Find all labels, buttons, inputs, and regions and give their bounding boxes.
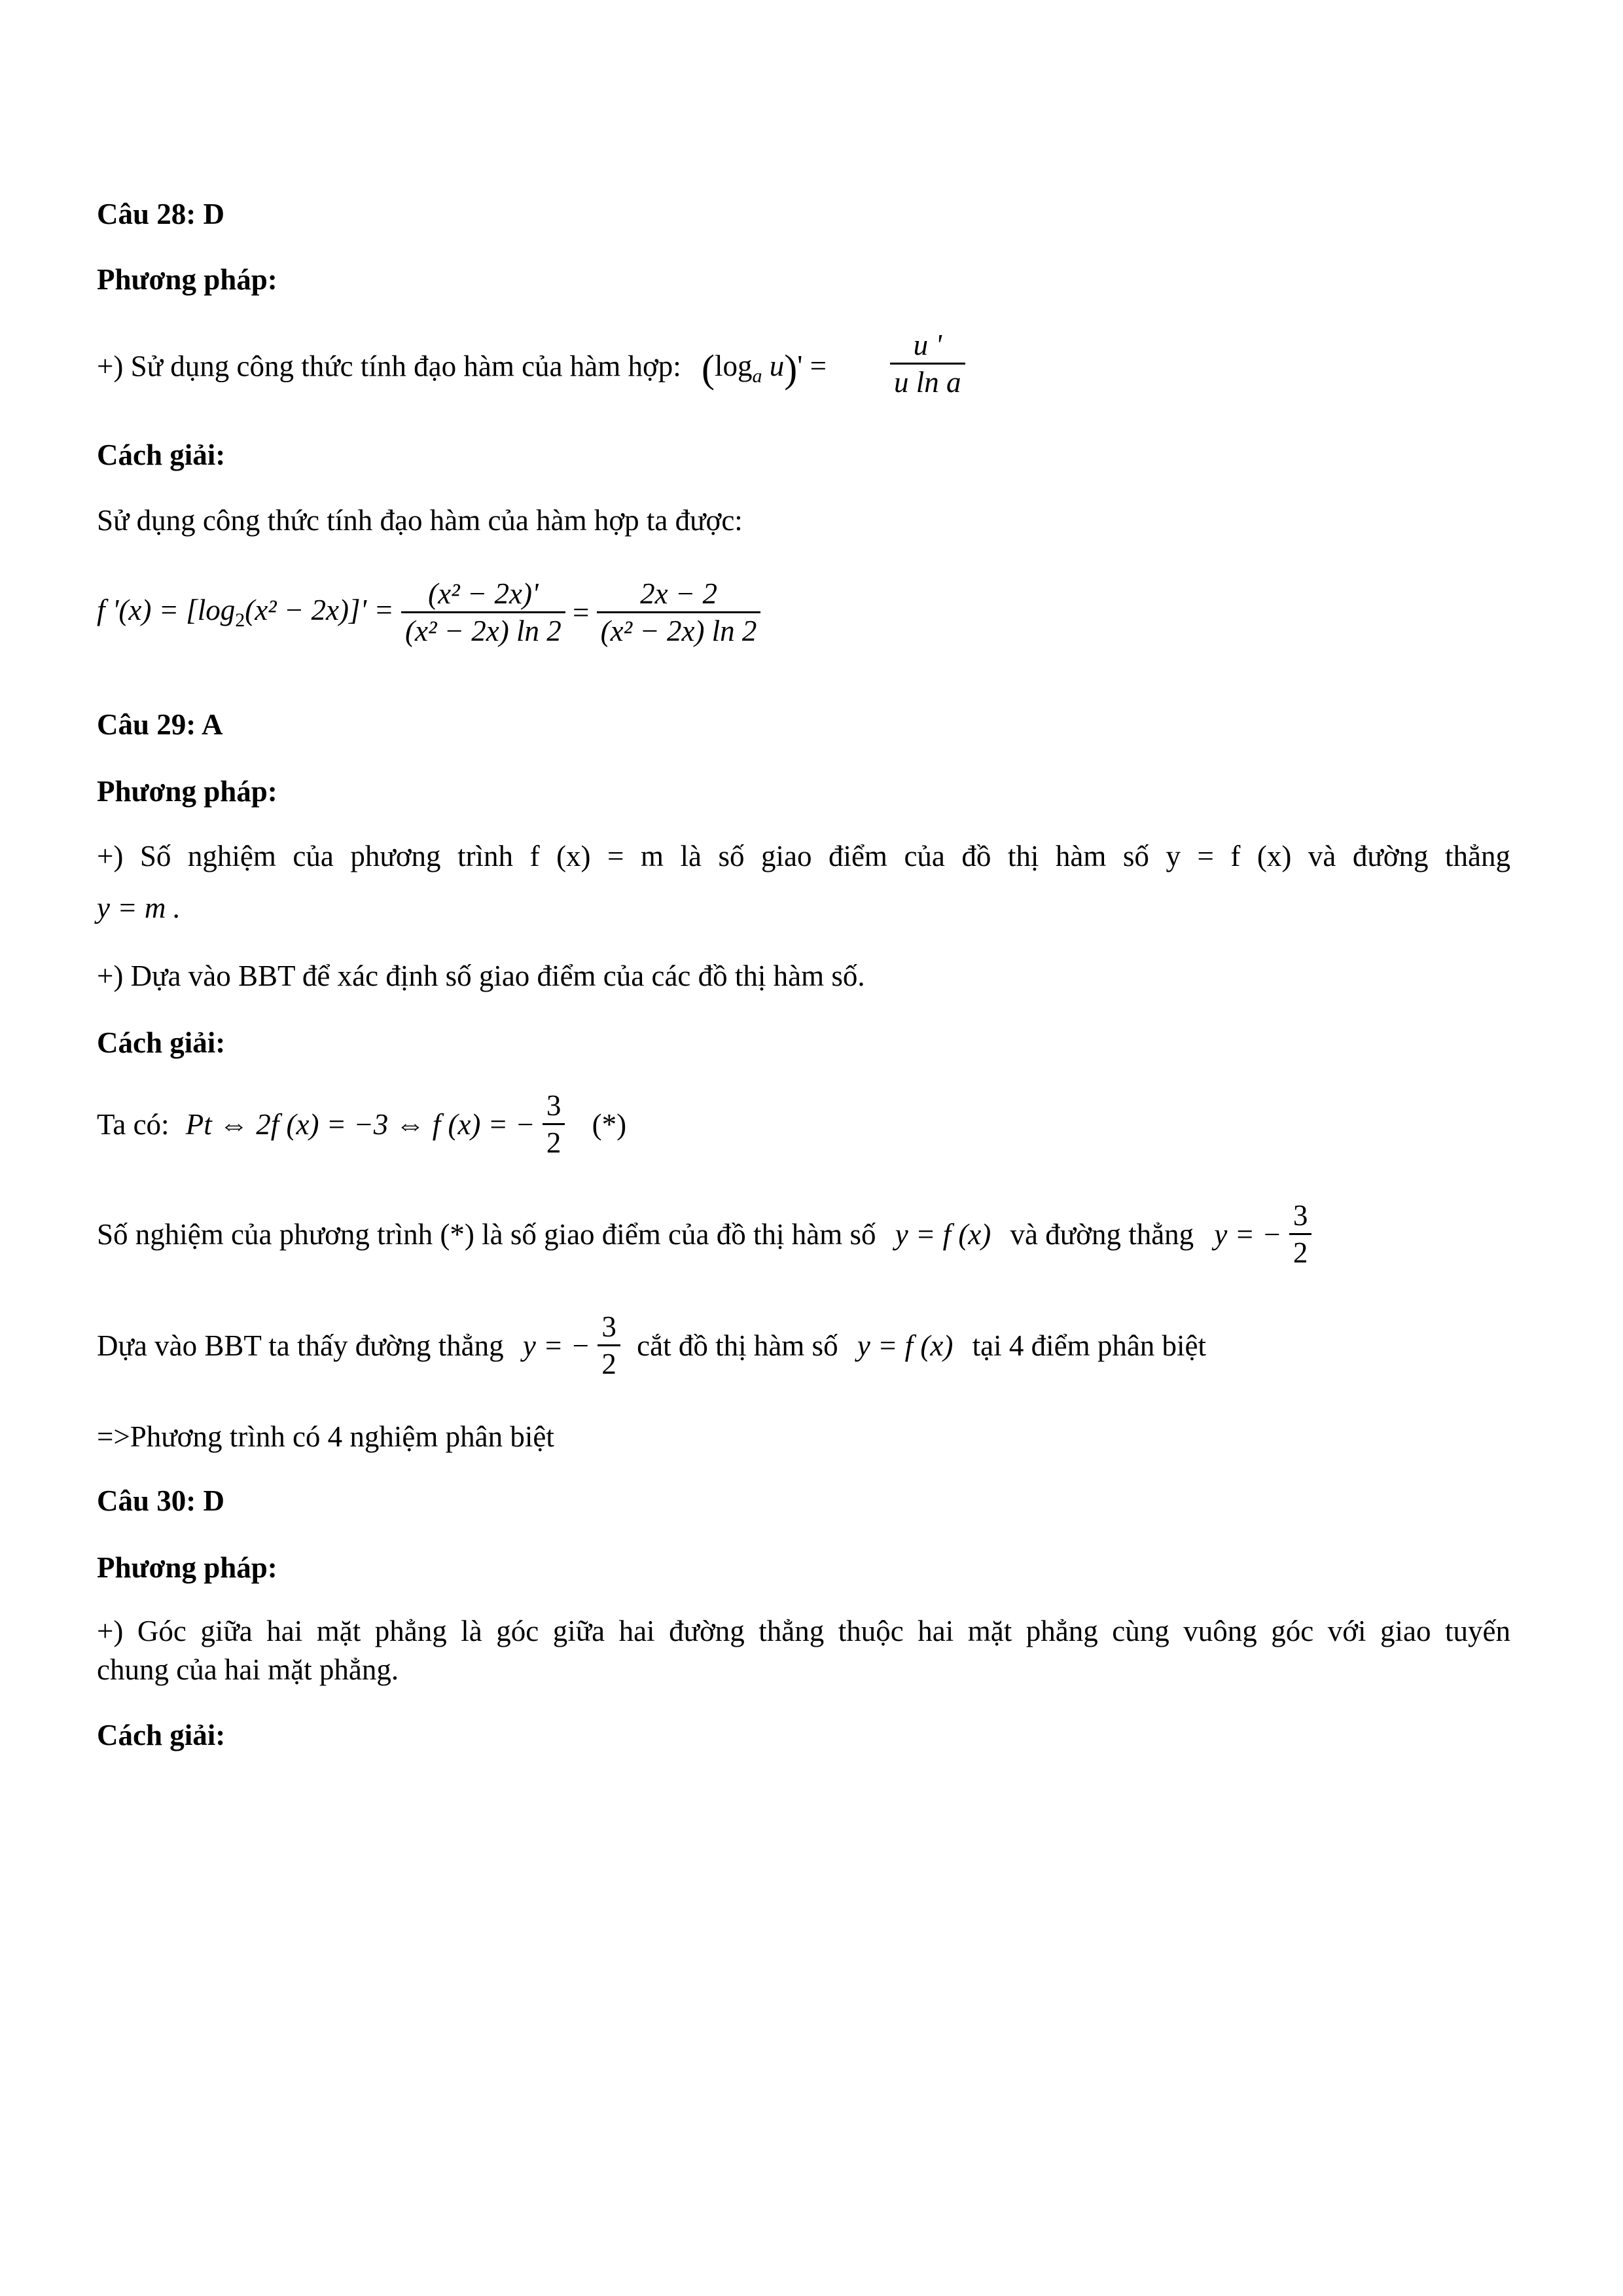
sol2-numerator: 3 bbox=[1289, 1198, 1312, 1235]
q30-title: Câu 30: D bbox=[97, 1484, 225, 1517]
q29-title: Câu 29: A bbox=[97, 708, 223, 741]
prime-equals: ' = bbox=[797, 350, 827, 383]
sol2-math2: y = − bbox=[1214, 1217, 1282, 1251]
q30-method-line2: chung của hai mặt phẳng. bbox=[97, 1653, 399, 1686]
q28-solution-text: Sử dụng công thức tính đạo hàm của hàm hợp ta được: bbox=[97, 504, 743, 537]
q28-formula-fraction bbox=[890, 327, 965, 400]
q29-solution-label: Cách giải: bbox=[97, 1026, 226, 1059]
log-base: a bbox=[752, 365, 762, 387]
q28-method-sentence: +) Sử dụng công thức tính đạo hàm của hàm hợp: bbox=[97, 350, 681, 383]
sol3-mid: cắt đồ thị hàm số bbox=[637, 1329, 838, 1362]
q29-method-line1b: y = m . bbox=[97, 891, 181, 924]
q29-solution-line3 bbox=[97, 1309, 1206, 1382]
eq-fraction-1 bbox=[401, 576, 565, 649]
sol3-text: Dựa vào BBT ta thấy đường thẳng bbox=[97, 1329, 504, 1362]
eq-equals: = bbox=[573, 596, 590, 629]
sol2-fraction bbox=[1289, 1198, 1312, 1270]
q29-solution-line1 bbox=[97, 1088, 626, 1160]
q28-method-label: Phương pháp: bbox=[97, 263, 277, 296]
sol2-math1: y = f (x) bbox=[895, 1217, 991, 1251]
log-symbol: log bbox=[715, 350, 753, 383]
sol2-text: Số nghiệm của phương trình (*) là số giao điểm của đồ thị hàm số bbox=[97, 1217, 876, 1251]
q29-method-line2: +) Dựa vào BBT để xác định số giao điểm của các đồ thị hàm số. bbox=[97, 960, 865, 992]
sol1-prefix: Ta có: bbox=[97, 1107, 169, 1141]
q28-title: Câu 28: D bbox=[97, 198, 225, 230]
eq-fraction-2 bbox=[597, 576, 761, 649]
q30-method-label: Phương pháp: bbox=[97, 1551, 277, 1584]
sol1-math: Pt ⇔ 2f (x) = −3 ⇔ f (x) = − bbox=[185, 1107, 535, 1141]
formula-denominator: u ln a bbox=[894, 366, 961, 399]
sol3-fraction bbox=[597, 1309, 620, 1382]
sol2-mid: và đường thẳng bbox=[1010, 1217, 1194, 1251]
sol1-numerator: 3 bbox=[543, 1088, 565, 1125]
q29-method-label: Phương pháp: bbox=[97, 775, 277, 808]
eq-frac2-numerator: 2x − 2 bbox=[597, 576, 761, 613]
eq-frac1-denominator: (x² − 2x) ln 2 bbox=[404, 615, 562, 647]
q30-method-line1: +) Góc giữa hai mặt phẳng là góc giữa hai đường thẳng thuộc hai mặt phẳng cùng vuông góc với giao tuyến bbox=[97, 1615, 1510, 1647]
sol1-denominator: 2 bbox=[546, 1126, 562, 1159]
formula-numerator: u ' bbox=[890, 327, 965, 365]
eq-frac1-numerator: (x² − 2x)' bbox=[401, 576, 565, 613]
q29-conclusion: =>Phương trình có 4 nghiệm phân biệt bbox=[97, 1420, 554, 1453]
eq-log-base: 2 bbox=[235, 609, 245, 631]
q28-equation bbox=[97, 576, 760, 649]
q29-method-line1: +) Số nghiệm của phương trình f (x) = m là số giao điểm của đồ thị hàm số y = f (x) và đường thẳng bbox=[97, 840, 1510, 872]
sol3-numerator: 3 bbox=[597, 1309, 620, 1346]
sol3-end: tại 4 điểm phân biệt bbox=[972, 1329, 1207, 1362]
sol1-tag: (*) bbox=[592, 1107, 627, 1141]
eq-inner: (x² − 2x)]' = bbox=[245, 594, 394, 626]
eq-frac2-denominator: (x² − 2x) ln 2 bbox=[600, 615, 757, 647]
q30-solution-label: Cách giải: bbox=[97, 1719, 226, 1751]
q28-derivative-formula: ($\log_a$ u)' = bbox=[702, 348, 827, 391]
sol1-fraction bbox=[543, 1088, 565, 1160]
sol3-denominator: 2 bbox=[601, 1348, 616, 1380]
q29-solution-line2 bbox=[97, 1198, 1311, 1270]
q28-method-text bbox=[97, 346, 827, 393]
q28-solution-label: Cách giải: bbox=[97, 439, 226, 471]
log-arg: u bbox=[769, 350, 785, 383]
sol2-denominator: 2 bbox=[1293, 1236, 1308, 1269]
sol3-math1: y = − bbox=[522, 1329, 591, 1362]
eq-lhs: f '(x) = [log bbox=[97, 594, 236, 626]
sol3-math2: y = f (x) bbox=[857, 1329, 954, 1362]
